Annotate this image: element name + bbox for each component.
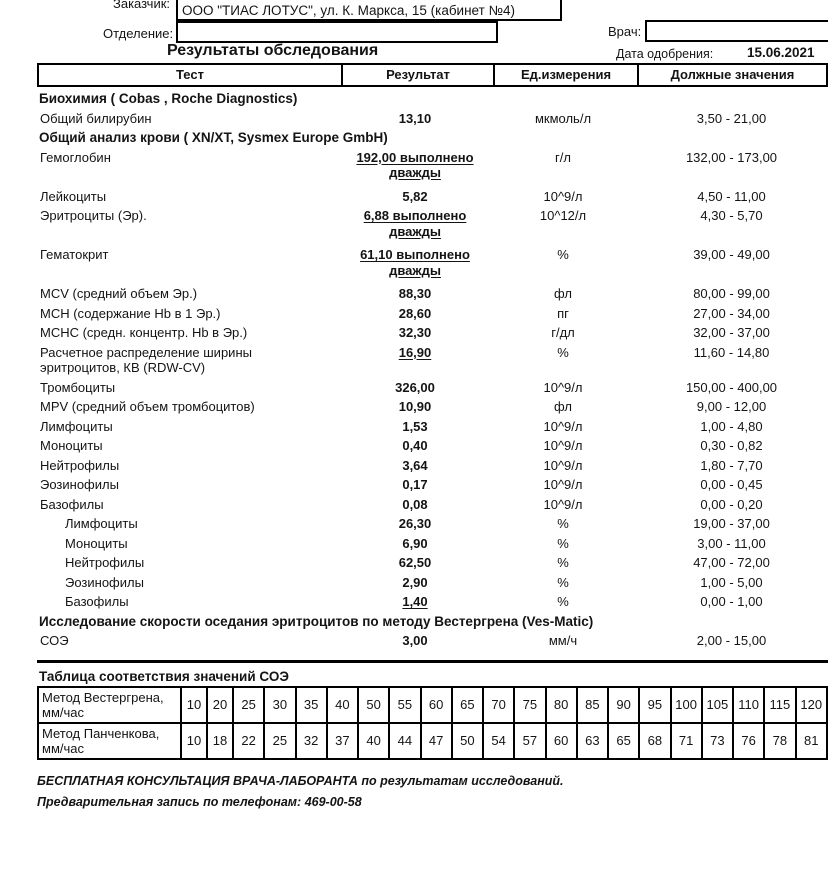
soe-cell: 115 — [764, 687, 795, 723]
test-unit: г/дл — [551, 325, 575, 340]
test-unit: мкмоль/л — [534, 110, 592, 126]
test-name: Эритроциты (Эр). — [40, 208, 147, 223]
test-name: Расчетное распределение ширины эритроцитов, КВ (RDW-CV) — [40, 344, 252, 375]
test-name: Базофилы — [40, 496, 104, 512]
soe-cell: 54 — [483, 723, 514, 759]
test-name: MCH (содержание Hb в 1 Эр.) — [40, 305, 221, 321]
test-name: Эозинофилы — [65, 574, 144, 590]
soe-cell: 47 — [421, 723, 452, 759]
test-result: 26,30 — [398, 516, 432, 531]
soe-row-label: Метод Панченкова, мм/час — [38, 723, 181, 759]
soe-cell: 60 — [421, 687, 452, 723]
soe-cell: 18 — [207, 723, 233, 759]
test-row — [37, 148, 828, 183]
test-unit: % — [557, 247, 569, 262]
soe-cell: 120 — [796, 687, 828, 723]
soe-cell: 63 — [577, 723, 608, 759]
soe-cell: 40 — [358, 723, 389, 759]
test-unit: 10^9/л — [543, 477, 583, 492]
test-range: 0,30 - 0,82 — [700, 438, 763, 453]
soe-cell: 78 — [764, 723, 795, 759]
test-unit: 10^9/л — [543, 457, 583, 473]
test-name: Гемоглобин — [40, 149, 111, 165]
test-result: 61,10 выполнено дважды — [360, 247, 470, 278]
test-name: MCV (средний объем Эр.) — [40, 286, 198, 301]
test-range: 3,50 - 21,00 — [696, 110, 767, 126]
test-result: 3,00 — [402, 633, 428, 648]
test-row — [37, 417, 828, 437]
test-unit: мм/ч — [548, 633, 578, 648]
test-name: Нейтрофилы — [40, 457, 120, 473]
test-row — [37, 343, 828, 378]
test-name: MPV (средний объем тромбоцитов) — [40, 399, 255, 414]
test-result: 88,30 — [398, 286, 432, 301]
test-row — [37, 495, 828, 515]
soe-cell: 40 — [327, 687, 358, 723]
test-result: 0,08 — [402, 496, 428, 512]
test-result: 192,00 выполнено дважды — [356, 149, 474, 180]
test-result: 0,40 — [402, 438, 428, 453]
soe-cell: 71 — [671, 723, 702, 759]
soe-cell: 10 — [181, 687, 207, 723]
test-range: 0,00 - 1,00 — [700, 594, 763, 609]
test-range: 4,50 - 11,00 — [697, 188, 766, 204]
soe-cell: 70 — [483, 687, 514, 723]
test-range: 39,00 - 49,00 — [693, 247, 770, 262]
test-unit: % — [557, 555, 569, 570]
test-result: 13,10 — [398, 110, 432, 126]
test-unit: 10^9/л — [543, 188, 583, 204]
test-unit: 10^12/л — [539, 208, 587, 223]
test-result: 62,50 — [398, 555, 432, 570]
test-unit: 10^9/л — [543, 438, 583, 453]
soe-cell: 22 — [233, 723, 264, 759]
test-name: Моноциты — [65, 535, 128, 551]
soe-row-label: Метод Вестергрена, мм/час — [38, 687, 181, 723]
soe-cell: 44 — [389, 723, 420, 759]
col-header-test: Тест — [176, 67, 204, 82]
soe-cell: 20 — [207, 687, 233, 723]
test-row — [37, 436, 828, 456]
test-range: 80,00 - 99,00 — [693, 286, 770, 301]
doctor-label: Врач: — [608, 24, 642, 39]
test-name: Гематокрит — [40, 247, 109, 262]
footer-note-phone: Предварительная запись по телефонам: 469-00-58 — [37, 794, 362, 809]
soe-table-title: Таблица соответствия значений СОЭ — [39, 668, 289, 684]
test-name: Общий билирубин — [40, 110, 152, 126]
test-range: 1,00 - 4,80 — [700, 418, 763, 434]
col-header-result: Результат — [341, 65, 493, 85]
test-result: 10,90 — [398, 399, 432, 414]
soe-cell: 75 — [514, 687, 545, 723]
soe-cell: 68 — [639, 723, 670, 759]
test-row — [37, 187, 828, 207]
soe-cell: 81 — [796, 723, 828, 759]
footer-note-consultation: БЕСПЛАТНАЯ КОНСУЛЬТАЦИЯ ВРАЧА-ЛАБОРАНТА по результатам исследований. — [37, 773, 564, 788]
test-row — [37, 631, 828, 651]
form-header — [0, 0, 828, 62]
test-name: Нейтрофилы — [65, 555, 145, 570]
test-name: Моноциты — [40, 438, 103, 453]
test-range: 27,00 - 34,00 — [693, 305, 770, 321]
test-result: 5,82 — [402, 188, 428, 204]
test-range: 47,00 - 72,00 — [693, 555, 770, 570]
test-row — [37, 245, 828, 280]
test-name: Базофилы — [65, 594, 129, 609]
test-name: СОЭ — [40, 633, 69, 648]
test-range: 1,00 - 5,00 — [700, 574, 763, 590]
approval-date-label: Дата одобрения: — [616, 47, 714, 61]
test-unit: фл — [554, 286, 572, 301]
results-table-body — [37, 89, 828, 651]
test-result: 3,64 — [402, 457, 428, 473]
soe-cell: 25 — [264, 723, 295, 759]
soe-cell: 35 — [296, 687, 327, 723]
test-result: 326,00 — [395, 379, 435, 395]
test-name: Эозинофилы — [40, 477, 119, 492]
soe-cell: 90 — [608, 687, 639, 723]
soe-cell: 80 — [546, 687, 577, 723]
soe-cell: 85 — [577, 687, 608, 723]
test-unit: пг — [557, 305, 569, 321]
test-range: 9,00 - 12,00 — [696, 399, 767, 414]
test-row — [37, 397, 828, 417]
test-name: Лимфоциты — [65, 516, 138, 531]
test-range: 1,80 - 7,70 — [700, 457, 763, 473]
soe-cell: 105 — [702, 687, 733, 723]
test-row — [37, 206, 828, 241]
test-row — [37, 475, 828, 495]
department-label: Отделение: — [103, 26, 174, 41]
footer-notes — [37, 772, 828, 812]
test-range: 32,00 - 37,00 — [693, 325, 770, 340]
test-name: MCHC (средн. концентр. Hb в Эр.) — [40, 325, 248, 340]
col-header-unit: Ед.измерения — [493, 65, 637, 85]
separator-rule — [37, 660, 828, 663]
test-result: 6,90 — [402, 535, 428, 551]
results-table-header — [37, 63, 828, 87]
test-result: 28,60 — [398, 305, 432, 321]
test-name: Тромбоциты — [40, 379, 116, 395]
test-row — [37, 109, 828, 129]
test-range: 132,00 - 173,00 — [685, 149, 778, 165]
customer-label: Заказчик: — [113, 0, 171, 11]
report-content — [37, 63, 828, 814]
soe-cell: 57 — [514, 723, 545, 759]
test-name: Лейкоциты — [40, 188, 107, 204]
test-result: 1,53 — [402, 418, 428, 434]
test-row — [37, 514, 828, 534]
test-result: 2,90 — [402, 574, 428, 590]
test-result: 1,40 — [402, 594, 428, 609]
soe-cell: 76 — [733, 723, 764, 759]
test-unit: % — [557, 594, 569, 609]
soe-cell: 50 — [358, 687, 389, 723]
test-unit: % — [557, 516, 569, 531]
department-field[interactable] — [176, 21, 498, 43]
test-unit: фл — [554, 399, 572, 414]
test-row — [37, 304, 828, 324]
test-unit: % — [557, 535, 569, 551]
test-range: 2,00 - 15,00 — [696, 633, 767, 648]
soe-cell: 65 — [608, 723, 639, 759]
soe-cell: 55 — [389, 687, 420, 723]
test-unit: г/л — [555, 149, 571, 165]
soe-cell: 32 — [296, 723, 327, 759]
test-row — [37, 592, 828, 612]
approval-date-value: 15.06.2021 — [747, 45, 815, 60]
test-range: 0,00 - 0,20 — [700, 496, 763, 512]
test-result: 6,88 выполнено дважды — [363, 208, 467, 239]
soe-cell: 95 — [639, 687, 670, 723]
section-row: Биохимия ( Cobas , Roche Diagnostics) — [39, 91, 298, 106]
test-unit: 10^9/л — [543, 418, 583, 434]
soe-cell: 100 — [671, 687, 702, 723]
soe-cell: 50 — [452, 723, 483, 759]
test-range: 4,30 - 5,70 — [700, 208, 763, 223]
test-name: Лимфоциты — [40, 418, 113, 434]
section-row: Общий анализ крови ( XN/XT, Sysmex Europe GmbH) — [39, 130, 388, 145]
test-result: 0,17 — [402, 477, 428, 492]
soe-cell: 30 — [264, 687, 295, 723]
test-row — [37, 534, 828, 554]
test-range: 0,00 - 0,45 — [700, 477, 763, 492]
test-range: 19,00 - 37,00 — [693, 516, 770, 531]
test-unit: 10^9/л — [543, 496, 583, 512]
test-row — [37, 573, 828, 593]
soe-cell: 73 — [702, 723, 733, 759]
test-row — [37, 284, 828, 304]
soe-cell: 25 — [233, 687, 264, 723]
test-result: 16,90 — [398, 344, 432, 360]
test-result: 32,30 — [398, 325, 432, 340]
test-row — [37, 323, 828, 343]
soe-cell: 10 — [181, 723, 207, 759]
results-title: Результаты обследования — [167, 42, 379, 59]
soe-conversion-table — [37, 686, 828, 760]
test-unit: % — [557, 574, 569, 590]
test-range: 150,00 - 400,00 — [685, 379, 778, 395]
soe-row — [38, 723, 827, 759]
customer-field[interactable] — [176, 0, 562, 21]
soe-row — [38, 687, 827, 723]
test-row — [37, 553, 828, 573]
test-row — [37, 456, 828, 476]
test-range: 3,00 - 11,00 — [697, 535, 766, 551]
test-range: 11,60 - 14,80 — [693, 344, 770, 360]
test-unit: % — [557, 344, 569, 360]
test-row — [37, 378, 828, 398]
soe-cell: 110 — [733, 687, 764, 723]
doctor-field[interactable] — [645, 20, 828, 42]
test-unit: 10^9/л — [543, 379, 583, 395]
soe-cell: 37 — [327, 723, 358, 759]
section-row: Исследование скорости оседания эритроцитов по методу Вестергрена (Ves-Matic) — [39, 613, 594, 629]
customer-value: ООО "ТИАС ЛОТУС", ул. К. Маркса, 15 (кабинет №4) — [182, 3, 516, 18]
col-header-range: Должные значения — [637, 65, 826, 85]
soe-cell: 65 — [452, 687, 483, 723]
soe-cell: 60 — [546, 723, 577, 759]
